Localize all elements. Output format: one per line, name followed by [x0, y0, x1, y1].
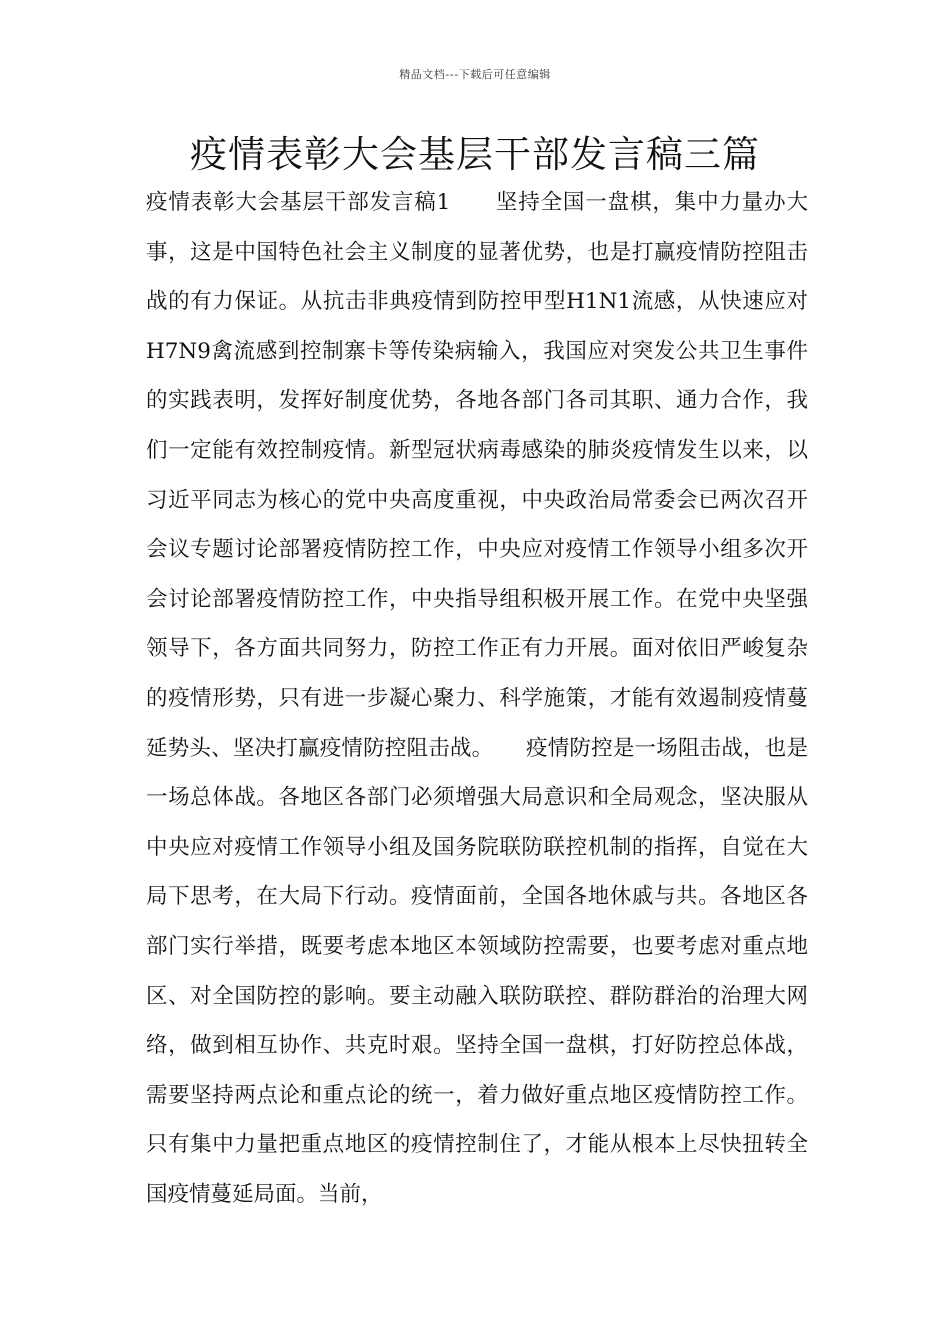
body-paragraph: 疫情表彰大会基层干部发言稿1 坚持全国一盘棋，集中力量办大事，这是中国特色社会主义制度的显著优势，也是打赢疫情防控阻击战的有力保证。从抗击非典疫情到防控甲型H1N1流感，从快速应对H7N9禽流感到控制寨卡等传染病输入，我国应对突发公共卫生事件的实践表明，发挥好制度优势，各地各部门各司其职、通力合作，我们一定能有效控制疫情。新型冠状病毒感染的肺炎疫情发生以来，以习近平同志为核心的党中央高度重视，中央政治局常委会已两次召开会议专题讨论部署疫情防控工作，中央应对疫情工作领导小组多次开会讨论部署疫情防控工作，中央指导组积极开展工作。在党中央坚强领导下，各方面共同努力，防控工作正有力开展。面对依旧严峻复杂的疫情形势，只有进一步凝心聚力、科学施策，才能有效遏制疫情蔓延势头、坚决打赢疫情防控阻击战。 疫情防控是一场阻击战，也是一场总体战。各地区各部门必须增强大局意识和全局观念，坚决服从中央应对疫情工作领导小组及国务院联防联控机制的指挥，自觉在大局下思考，在大局下行动。疫情面前，全国各地休戚与共。各地区各部门实行举措，既要考虑本地区本领域防控需要，也要考虑对重点地区、对全国防控的影响。要主动融入联防联控、群防群治的治理大网络，做到相互协作、共克时艰。坚持全国一盘棋，打好防控总体战，需要坚持两点论和重点论的统一，着力做好重点地区疫情防控工作。只有集中力量把重点地区的疫情控制住了，才能从根本上尽快扭转全国疫情蔓延局面。当前，: [146, 190, 808, 1207]
header-note: 精品文档---下载后可任意编辑: [399, 68, 551, 81]
document-title: 疫情表彰大会基层干部发言稿三篇: [190, 133, 760, 176]
